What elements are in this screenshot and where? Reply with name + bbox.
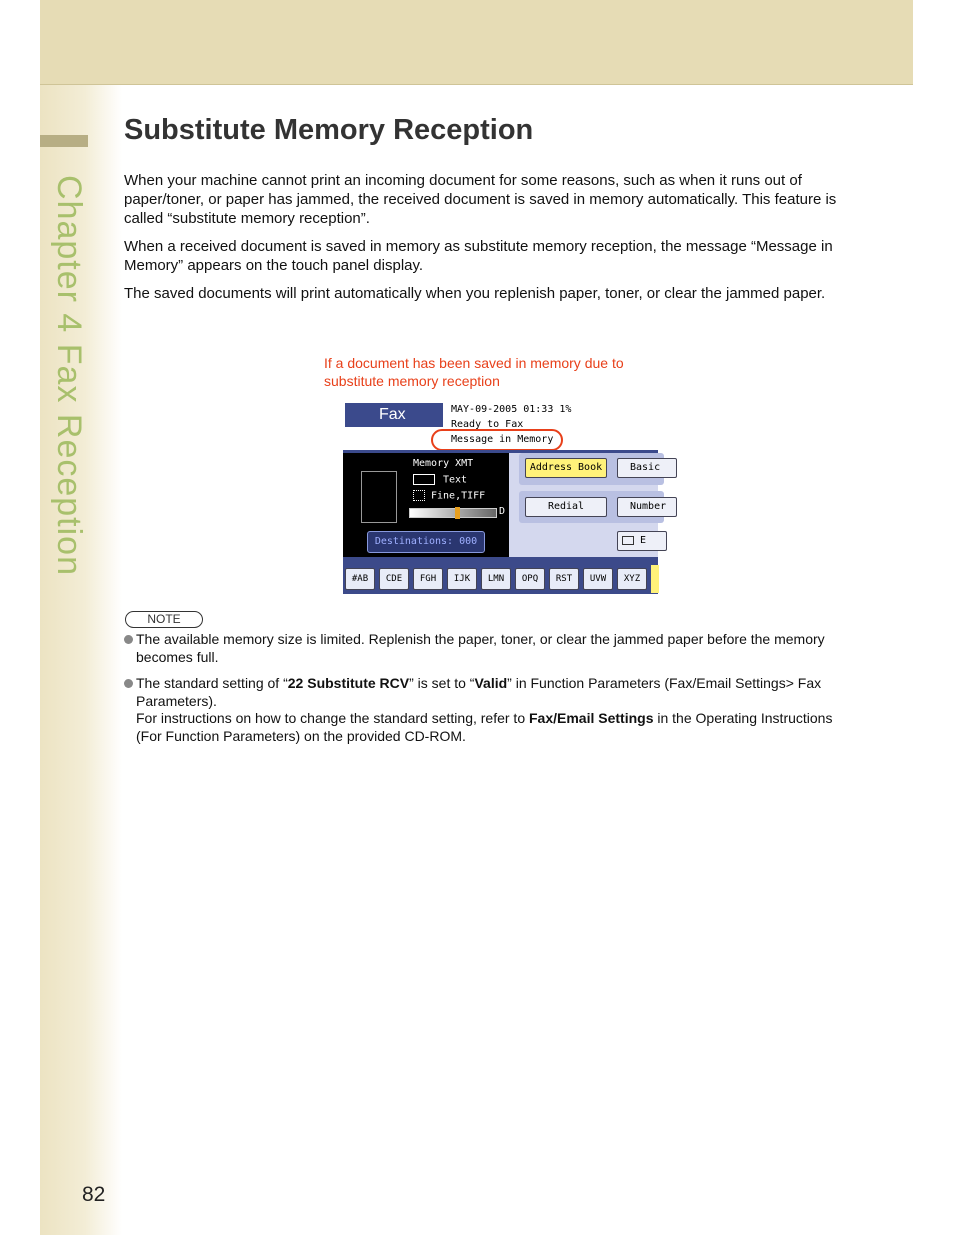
tab-more-edge[interactable]: [651, 565, 659, 593]
tab-lmn[interactable]: LMN: [481, 568, 511, 590]
resolution-icon: [413, 490, 425, 501]
destinations-button[interactable]: Destinations: 000: [367, 531, 485, 553]
note-text: For instructions on how to change the standard setting, refer to: [136, 710, 529, 726]
resolution-label: Fine,TIFF: [431, 490, 486, 502]
note-text: ” is set to “: [409, 675, 475, 691]
screen-right-panel: [509, 453, 667, 557]
redial-button[interactable]: Redial: [525, 497, 607, 517]
settings-reference: Fax/Email Settings: [529, 710, 654, 726]
tab-ijk[interactable]: IJK: [447, 568, 477, 590]
highlight-oval: [431, 429, 563, 451]
screen-header: [343, 401, 658, 451]
index-tab-bar: [343, 561, 658, 594]
number-button[interactable]: Number: [617, 497, 677, 517]
bullet-icon: [124, 679, 133, 688]
email-button[interactable]: [617, 531, 667, 551]
note-memory-limit: [124, 631, 854, 666]
tab-uvw[interactable]: UVW: [583, 568, 613, 590]
address-book-button[interactable]: Address Book: [525, 458, 607, 478]
note-standard-setting: [124, 675, 854, 745]
chapter-label: [48, 175, 88, 605]
paragraph-intro: When your machine cannot print an incoming document for some reasons, such as when it runs out of paper/toner, or paper has jammed, the received document is saved in memory automatically. This feature is called “substitute memory reception”.: [124, 172, 837, 227]
paragraph-message: When a received document is saved in memory as substitute memory reception, the message “Message in Memory” appears on the touch panel display.: [124, 238, 833, 274]
contrast-dark-label: D: [499, 506, 506, 517]
tab-ab[interactable]: #AB: [345, 568, 375, 590]
email-button-label: E: [640, 535, 647, 546]
envelope-icon: [622, 536, 634, 545]
tab-opq[interactable]: OPQ: [515, 568, 545, 590]
status-ready: Ready to Fax: [451, 419, 524, 430]
screen-caption: If a document has been saved in memory due to substitute memory reception: [324, 355, 624, 389]
text-mode-label: Text: [443, 474, 468, 486]
paragraph-print: The saved documents will print automatically when you replenish paper, toner, or clear the jammed paper.: [124, 285, 826, 302]
memory-xmt-label: Memory XMT: [413, 458, 474, 469]
chapter-label-text: Chapter 4 Fax Reception: [50, 175, 88, 576]
setting-value: Valid: [474, 675, 508, 691]
status-date: MAY-09-2005 01:33 1%: [451, 404, 572, 415]
setting-name: 22 Substitute RCV: [287, 675, 410, 691]
page-number: 82: [82, 1183, 106, 1206]
tab-rst[interactable]: RST: [549, 568, 579, 590]
touch-panel-screenshot: [343, 401, 667, 594]
chapter-marker-bar: [40, 135, 88, 147]
page-title: Substitute Memory Reception: [124, 114, 534, 146]
note-text: in the Operating Instructions (For Function Parameters) on the provided CD-ROM.: [136, 710, 833, 744]
bullet-icon: [124, 635, 133, 644]
fax-mode-label: Fax: [345, 403, 443, 427]
document-preview: [361, 471, 397, 523]
top-header-band: [40, 0, 913, 85]
tab-xyz[interactable]: XYZ: [617, 568, 647, 590]
screen-settings-area: [343, 453, 509, 557]
tab-cde[interactable]: CDE: [379, 568, 409, 590]
tab-fgh[interactable]: FGH: [413, 568, 443, 590]
note-text: ” in Function Parameters (Fax/Email Settings> Fax Parameters).: [136, 675, 822, 709]
note-memory-limit-text: The available memory size is limited. Replenish the paper, toner, or clear the jammed paper before the memory becomes full.: [136, 631, 825, 665]
text-mode-icon: [413, 474, 435, 485]
panel-middle: [519, 491, 667, 523]
basic-button[interactable]: Basic: [617, 458, 677, 478]
panel-top: [519, 453, 664, 485]
note-text: The standard setting of “: [136, 675, 288, 691]
text-mode-row: [413, 474, 467, 486]
note-badge: NOTE: [125, 611, 203, 628]
status-message-in-memory: Message in Memory: [451, 434, 554, 445]
resolution-row: [413, 490, 485, 502]
contrast-slider[interactable]: [409, 508, 497, 518]
contrast-knob[interactable]: [455, 507, 460, 519]
